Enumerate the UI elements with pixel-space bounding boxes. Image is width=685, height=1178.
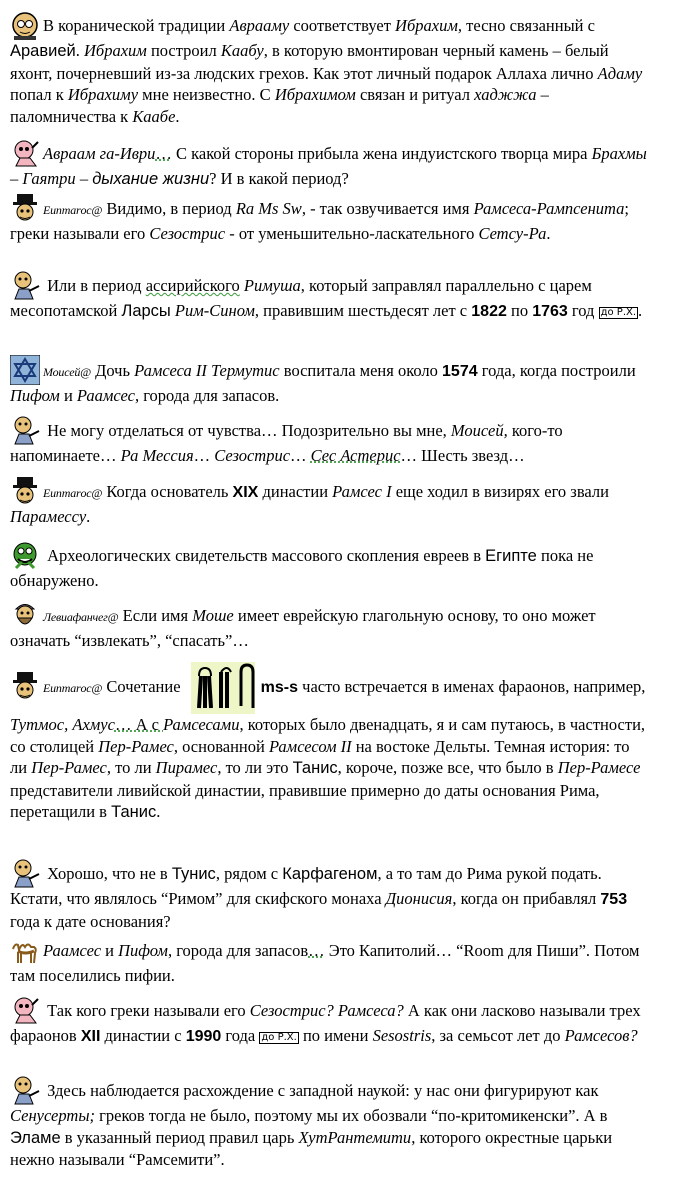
hat-man-avatar-icon bbox=[10, 671, 40, 701]
pointing-man-avatar-icon bbox=[10, 858, 40, 888]
paragraph-2: Авраам га-Иври… С какой стороны прибыла жена индуистского творца мира Брахмы – Гаятри – дыхание жизни? И в какой период? bbox=[10, 138, 650, 191]
pink-man-avatar-icon bbox=[10, 995, 40, 1025]
pointing-man-avatar-icon bbox=[10, 270, 40, 300]
paragraph-11: Хорошо, что не в Тунис, рядом с Карфагеном, а то там до Рима рукой подать. Кстати, что являлось “Римом” для скифского монаха Дионисия, когда он прибавлял 753 года к дате основания? bbox=[10, 858, 650, 932]
paragraph-5: Моисей@ Дочь Рамсеса II Термутис воспитала меня около 1574 года, когда построили Пифом и Раамсес, города для запасов. bbox=[10, 355, 650, 407]
bearded-man-avatar-icon bbox=[10, 600, 40, 630]
bc-symbol: до Р.Х. bbox=[600, 307, 637, 318]
bald-man-avatar-icon bbox=[10, 10, 40, 40]
hat-man-avatar-icon bbox=[10, 476, 40, 506]
star-of-david-avatar-icon bbox=[10, 355, 40, 385]
camel-icon bbox=[10, 935, 40, 965]
pointing-man-avatar-icon bbox=[10, 1075, 40, 1105]
paragraph-1: В коранической традиции Аврааму соответствует Ибрахим, тесно связанный с Аравией. Ибрахим построил Каабу, в которую вмонтирован черный камень – белый яхонт, почерневший из-за людских грехов. Как этот личный подарок Аллаха лично Адаму попал к Ибрахиму мне неизвестно. С Ибрахимом связан и ритуал хаджжа – паломничества к Каабе. bbox=[10, 10, 650, 127]
paragraph-12: Раамсес и Пифом, города для запасов… Это Капитолий… “Room для Пиши”. Потом там поселились пифии. bbox=[10, 935, 650, 987]
paragraph-14: Здесь наблюдается расхождение с западной наукой: у нас они фигурируют как Сенусерты; греков тогда не было, поэтому мы их обозвали “по-критомикенски”. А в Эламе в указанный период правил царь ХутРантемити, которого окрестные царьки нежно называли “Рамсемити”. bbox=[10, 1075, 650, 1171]
pink-man-avatar-icon bbox=[10, 138, 40, 168]
paragraph-9: Левиафанчег@ Если имя Моше имеет еврейскую глагольную основу, то оно может означать “извлекать”, “спасать”… bbox=[10, 600, 650, 652]
hat-man-avatar-icon bbox=[10, 193, 40, 223]
hieroglyph-image bbox=[191, 662, 255, 714]
paragraph-7: Еuпmarос@ Когда основатель XIX династии Рамсес I еще ходил в визирях его звали Парамессу. bbox=[10, 476, 650, 528]
paragraph-8: Археологических свидетельств массового скопления евреев в Египте пока не обнаружено. bbox=[10, 540, 650, 592]
paragraph-4: Или в период ассирийского Римуша, который заправлял параллельно с царем месопотамской Ларсы Рим-Сином, правившим шестьдесят лет с 1822 по 1763 год до Р.Х. . bbox=[10, 270, 650, 323]
pointing-man-avatar-icon bbox=[10, 415, 40, 445]
bc-symbol: до Р.Х. bbox=[261, 1032, 297, 1043]
green-monster-avatar-icon bbox=[10, 540, 40, 570]
paragraph-10: Еuпmarос@ Сочетание ms-s часто встречается в именах фараонов, например, Тутмос, Ахмус… А с Рамсесами, которых было двенадцать, я и сам путаюсь, в частности, со столицей Пер-Рамес, основанной Рамсесом II на востоке Дельты. Темная история: то ли Пер-Рамес, то ли Пирамес, то ли это Танис, короче, позже все, что было в Пер-Рамесе представители ливийской династии, правившие примерно до даты основания Рима, перетащили в Танис. bbox=[10, 662, 650, 824]
paragraph-13: Так кого греки называли его Сезострис? Рамсеса? А как они ласково называли трех фараонов XII династии с 1990 года до Р.Х. по имени Sesostris, за семьсот лет до Рамсесов? bbox=[10, 995, 650, 1048]
paragraph-6: Не могу отделаться от чувства… Подозрительно вы мне, Моисей, кого-то напоминаете… Ра Мессия… Сезострис… Сес Астерис… Шесть звезд… bbox=[10, 415, 650, 467]
paragraph-3: Еuпmarос@ Видимо, в период Ra Ms Sw, - так озвучивается имя Рамсеса-Рампсенита; греки называли его Сезострис - от уменьшительно-ласкательного Сетсу-Ра. bbox=[10, 193, 650, 245]
